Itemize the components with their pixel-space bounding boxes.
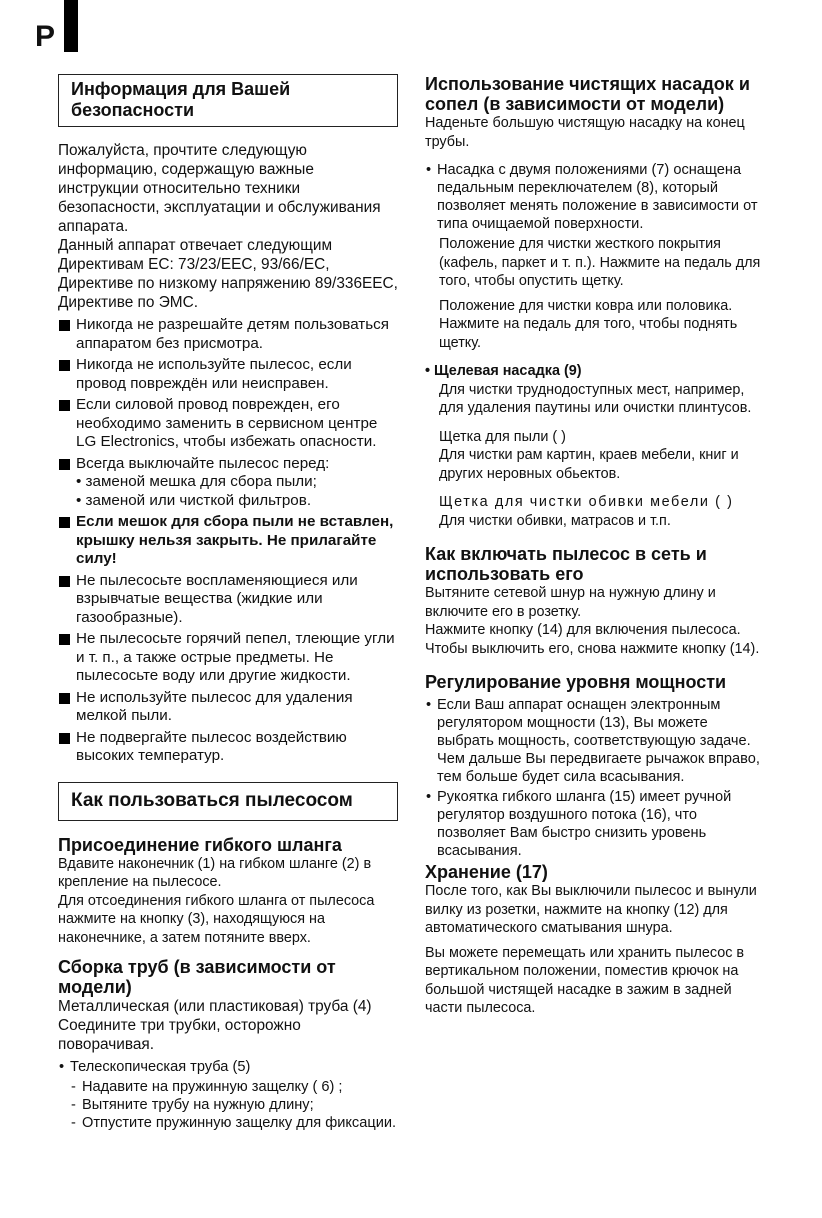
- storage-text-1: После того, как Вы выключили пылесос и вынули вилку из розетки, нажмите на кнопку (12) для автоматического сматывания шнура.: [425, 883, 757, 936]
- hose-title: Присоединение гибкого шланга: [58, 834, 342, 855]
- warning-item: Не пылесосьте горячий пепел, тлеющие угли и т. п., а также острые предметы. Не пылесосьте воду или другие жидкости.: [58, 630, 398, 686]
- warning-item: Не пылесосьте воспламеняющиеся или взрывчатые вещества (жидкие или газообразные).: [58, 572, 398, 628]
- nozzle-list: [425, 161, 765, 233]
- warning-item: Если мешок для сбора пыли не вставлен, крышку нельзя закрыть. Не прилагайте силу!: [58, 513, 398, 569]
- dust-brush-title: Щетка для пыли ( ): [439, 428, 566, 445]
- storage-title: Хранение (17): [425, 862, 548, 882]
- level-item: • Если Ваш аппарат оснащен электронным регулятором мощности (13), Вы можете выбрать мощность, соответствующую задаче. Чем дальше Вы передвигаете рычажок вправо, тем больше будет сила всасывания.: [425, 696, 765, 786]
- upholstery-text: Для чистки обивки, матрасов и т.п.: [439, 512, 671, 529]
- telescopic-steps: [70, 1078, 398, 1132]
- warning-item: Если силовой провод поврежден, его необходимо заменить в сервисном центре LG Electronics, чтобы избежать опасности.: [58, 396, 398, 452]
- power-text-1: Вытяните сетевой шнур на нужную длину и включите его в розетку.: [425, 585, 716, 620]
- page-marker-bar: [64, 0, 78, 52]
- nozzles-intro: Наденьте большую чистящую насадку на конец трубы.: [425, 115, 745, 150]
- telescopic-step: - Вытяните трубу на нужную длину;: [70, 1096, 398, 1114]
- usage-title-box: Как пользоваться пылесосом: [58, 782, 398, 821]
- crevice-title-text: Щелевая насадка (9): [434, 363, 582, 379]
- crevice-text: Для чистки труднодоступных мест, например, для удаления паутины или очистки плинтусов.: [439, 381, 752, 416]
- warning-item: Всегда выключайте пылесос перед: • заменой мешка для сбора пыли; • заменой или чисткой фильтров.: [58, 455, 398, 511]
- crevice-title: • Щелевая насадка (9): [425, 363, 582, 379]
- warning-item: Никогда не используйте пылесос, если провод повреждён или неисправен.: [58, 356, 398, 393]
- level-title: Регулирование уровня мощности: [425, 672, 727, 692]
- storage-text-2: Вы можете перемещать или хранить пылесос в вертикальном положении, поместив крючок на большой чистящей насадке в зажим в задней части пылесоса.: [425, 944, 745, 1016]
- safety-title-box: Информация для Вашей безопасности: [58, 74, 398, 127]
- hose-text-1: Вдавите наконечник (1) на гибком шланге (2) в крепление на пылесосе.: [58, 855, 372, 890]
- safety-intro-2: Данный аппарат отвечает следующим Директивам ЕС: 73/23/EEC, 93/66/EC, Директиве по низкому напряжению 89/336EEC, Директиве по ЭМС.: [58, 237, 398, 311]
- left-column: [58, 74, 398, 1132]
- dust-brush-text: Для чистки рам картин, краев мебели, книг и других неровных обьектов.: [439, 447, 739, 482]
- power-text-2: Нажмите кнопку (14) для включения пылесоса. Чтобы выключить его, снова нажмите кнопку (14).: [425, 622, 760, 657]
- right-column: [425, 74, 765, 1018]
- page-language-letter: P: [35, 20, 56, 53]
- tubes-title: Сборка труб (в зависимости от модели): [58, 957, 336, 997]
- warning-item: Не используйте пылесос для удаления мелкой пыли.: [58, 689, 398, 726]
- warning-item: Никогда не разрешайте детям пользоваться аппаратом без присмотра.: [58, 316, 398, 353]
- telescopic-step: - Отпустите пружинную защелку для фиксации.: [70, 1114, 398, 1132]
- telescopic-item: • Телескопическая труба (5): [58, 1058, 398, 1076]
- level-list: [425, 696, 765, 860]
- upholstery-title: Щетка для чистки обивки мебели ( ): [439, 494, 734, 510]
- power-title: Как включать пылесос в сеть и использовать его: [425, 544, 707, 584]
- nozzles-title: Использование чистящих насадок и сопел (в зависимости от модели): [425, 74, 750, 114]
- safety-intro-1: Пожалуйста, прочтите следующую информацию, содержащую важные инструкции относительно техники безопасности, эксплуатации и обслуживания аппарата.: [58, 142, 381, 235]
- tubes-text-2: Соедините три трубки, осторожно поворачивая.: [58, 1017, 301, 1053]
- telescopic-step: - Надавите на пружинную защелку ( 6) ;: [70, 1078, 398, 1096]
- hard-floor-text: Положение для чистки жесткого покрытия (кафель, паркет и т. п.). Нажмите на педаль для того, чтобы опустить щетку.: [439, 236, 761, 289]
- warnings-list: [58, 316, 398, 766]
- level-item: • Рукоятка гибкого шланга (15) имеет ручной регулятор воздушного потока (16), что позволяет Вам быстро снизить уровень всасывания.: [425, 788, 765, 860]
- warning-item: Не подвергайте пылесос воздействию высоких температур.: [58, 729, 398, 766]
- tubes-text-1: Металлическая (или пластиковая) труба (4): [58, 998, 372, 1015]
- carpet-text: Положение для чистки ковра или половика. Нажмите на педаль для того, чтобы поднять щетку.: [439, 297, 738, 351]
- nozzle-item: • Насадка с двумя положениями (7) оснащена педальным переключателем (8), который позволяет менять положение в зависимости от типа очищаемой поверхности.: [425, 161, 765, 233]
- telescopic-list: [58, 1058, 398, 1076]
- hose-text-2: Для отсоединения гибкого шланга от пылесоса нажмите на кнопку (3), находящуюся на наконечнике, а затем потяните вверх.: [58, 892, 375, 946]
